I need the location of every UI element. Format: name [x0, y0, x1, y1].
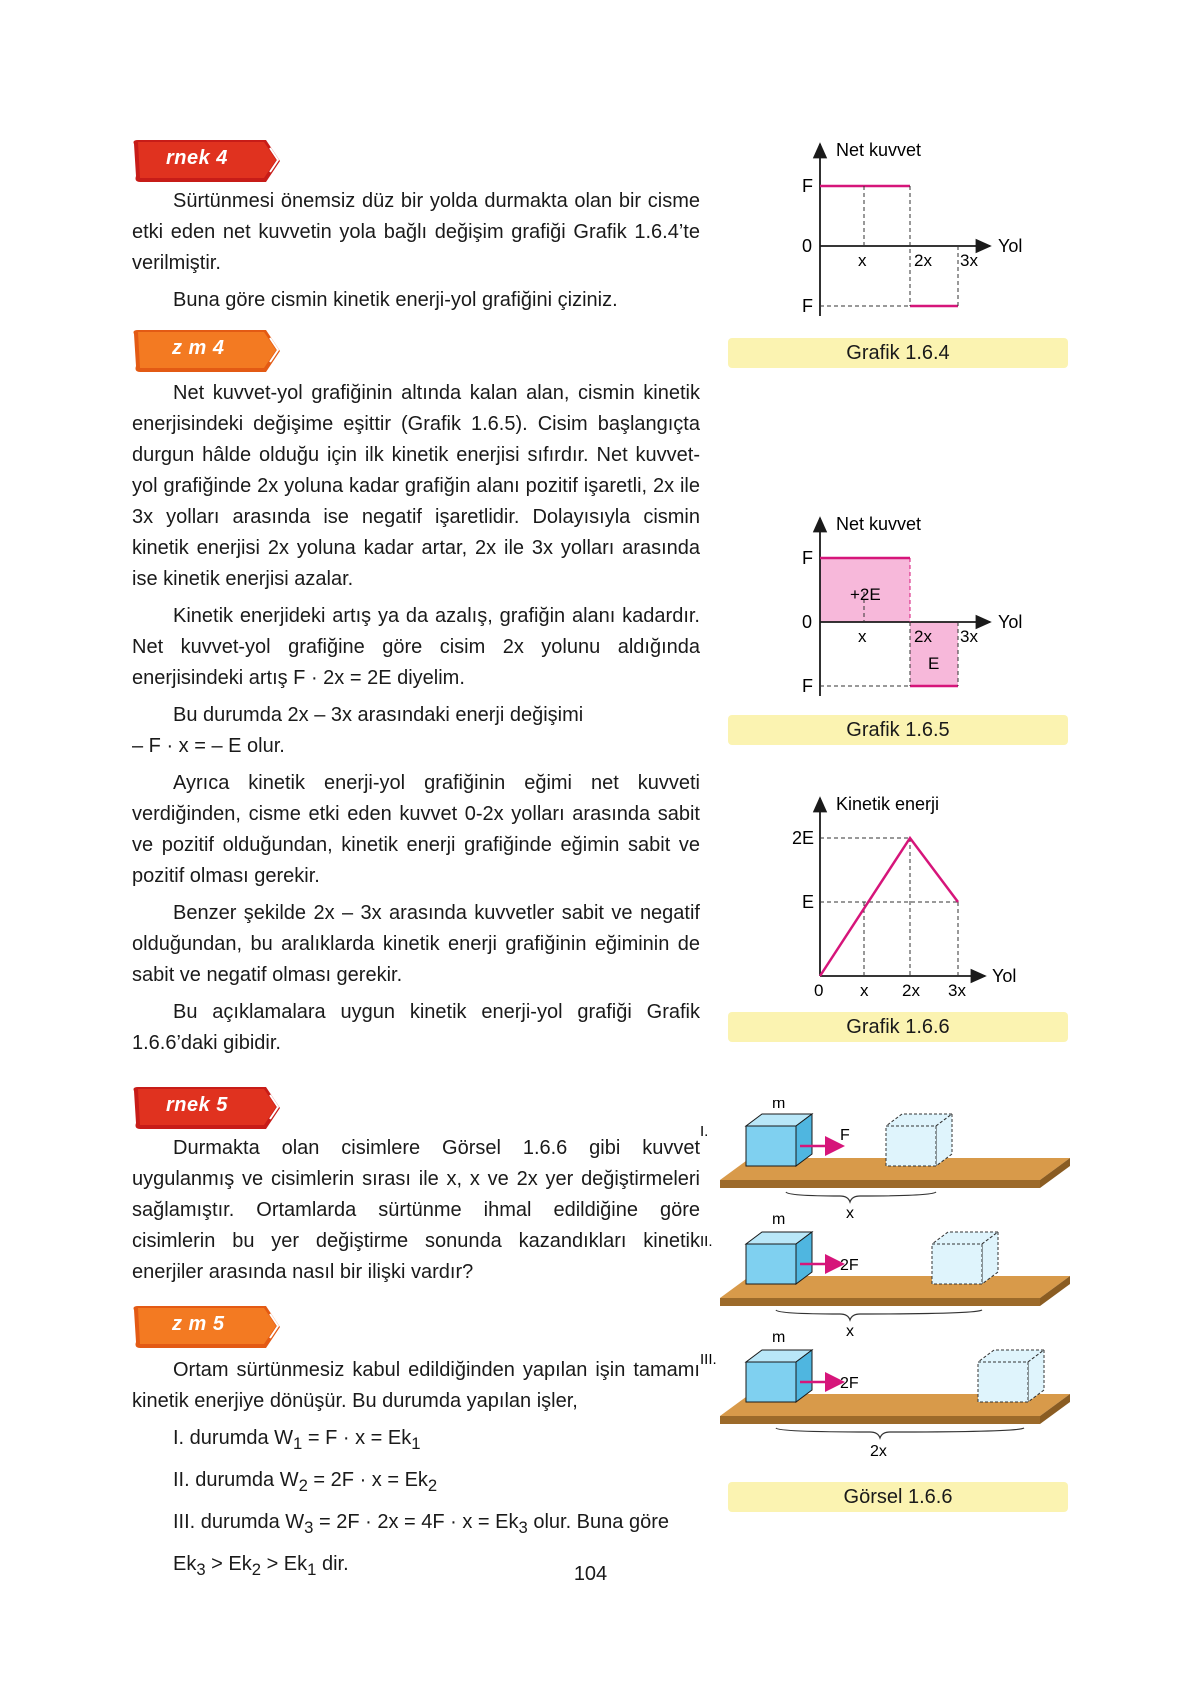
solution-4-paragraph-2: Kinetik enerjideki artış ya da azalış, grafiğin alanı kadardır. Net kuvvet-yol grafiğine göre cisim 2x yolunu aldığında enerjisindeki artış F · 2x = 2E diyelim. — [132, 605, 700, 689]
block — [746, 1244, 796, 1284]
solution-5-line-2: II. durumda $W_2 = 2F \cdot x = Ek_2$ — [173, 1469, 438, 1495]
case-3-force: 2F — [840, 1375, 859, 1392]
tick-x: x — [858, 251, 867, 270]
tick-F-top: F — [802, 548, 813, 568]
negative-area-label: E — [928, 654, 940, 673]
solution-4-paragraph-3b: – F · x = – E olur. — [132, 735, 285, 757]
tick-E: E — [802, 892, 815, 912]
tick-2x: 2x — [902, 981, 920, 1000]
case-1-roman: I. — [700, 1123, 709, 1140]
example-4-text — [132, 186, 700, 322]
tick-3x: 3x — [960, 627, 978, 646]
x-axis-label: Yol — [992, 966, 1017, 986]
figure-1-6-6 — [700, 1100, 1080, 1475]
tick-zero: 0 — [802, 612, 813, 632]
case-1-displacement: x — [846, 1205, 854, 1222]
tick-x: x — [860, 981, 869, 1000]
tick-3x: 3x — [948, 981, 966, 1000]
y-axis-label: Kinetik enerji — [836, 794, 940, 814]
tick-F-bottom: F — [802, 296, 813, 316]
positive-area-label: +2E — [850, 585, 881, 604]
tick-zero: 0 — [814, 981, 824, 1000]
solution-4-paragraph-1: Net kuvvet-yol grafiğinin altında kalan alan, cismin kinetik enerjisindeki değişime eşittir (Grafik 1.6.5). Cisim başlangıçta durgun hâlde olduğu için ilk kinetik enerjisi sıfırdır. Net kuvvet-yol grafiğinde 2x yoluna kadar grafiğin alanı pozitif işaretli, 2x ile 3x yolları arasında ise negatif işaretlidir. Dolayısıyla cismin kinetik enerjisi 2x yoluna kadar artar, 2x ile 3x yolları arasında ise kinetik enerjisi azalar. — [132, 382, 700, 590]
block — [746, 1126, 796, 1166]
graph-1-6-5 — [780, 512, 1080, 702]
solution-4-paragraph-5: Benzer şekilde 2x – 3x arasında kuvvetler sabit ve negatif olduğundan, bu aralıklarda kinetik enerji grafiğinin eğiminin de sabit ve negatif olması gerekir. — [132, 902, 700, 986]
solution-5-badge — [130, 1302, 290, 1352]
tick-2x: 2x — [914, 627, 932, 646]
solution-4-paragraph-6: Bu açıklamalara uygun kinetik enerji-yol grafiği Grafik 1.6.6’daki gibidir. — [132, 1001, 700, 1054]
solution-5-line-3: III. durumda $W_3 = 2F \cdot 2x = 4F \cdot x = Ek_3$ olur. Buna göre — [173, 1511, 669, 1537]
badge-label: z m 4 — [172, 337, 225, 359]
example-5-badge — [130, 1083, 290, 1133]
tick-zero: 0 — [802, 236, 813, 256]
tick-F-bottom: F — [802, 676, 813, 696]
example-4-paragraph: Sürtünmesi önemsiz düz bir yolda durmakta olan bir cisme etki eden net kuvvetin yola bağlı değişim grafiği Grafik 1.6.4’te verilmiştir. — [132, 190, 700, 274]
case-2-roman: II. — [700, 1233, 713, 1250]
badge-label: rnek 5 — [166, 1094, 228, 1116]
case-2 — [700, 1211, 1070, 1340]
example-4-badge — [130, 136, 290, 186]
kinetic-energy-line — [820, 838, 958, 976]
case-3-mass: m — [772, 1329, 786, 1346]
graph-1-6-4-caption: Grafik 1.6.4 — [728, 338, 1068, 368]
solution-4-paragraph-3a: Bu durumda 2x – 3x arasındaki enerji değişimi — [173, 704, 584, 726]
badge-label: rnek 4 — [166, 147, 228, 169]
page-number: 104 — [573, 1563, 608, 1585]
badge-label: z m 5 — [172, 1313, 225, 1335]
solution-5-line-4: $Ek_3 > Ek_2 > Ek_1$ dir. — [173, 1553, 349, 1579]
example-5-text — [132, 1133, 700, 1294]
solution-5-paragraph: Ortam sürtünmesiz kabul edildiğinden yapılan işin tamamı kinetik enerjiye dönüşür. Bu durumda yapılan işler, — [132, 1359, 700, 1412]
tick-2x: 2x — [914, 251, 932, 270]
example-4-question: Buna göre cismin kinetik enerji-yol grafiğini çiziniz. — [173, 289, 618, 311]
block — [746, 1362, 796, 1402]
case-3 — [700, 1329, 1070, 1460]
solution-4-paragraph-4: Ayrıca kinetik enerji-yol grafiğinin eğimi net kuvveti verdiğinden, cisme etki eden kuvvet 0-2x yolları arasında sabit ve pozitif olduğundan, kinetik enerji grafiğinde eğimin sabit ve pozitif olması gerekir. — [132, 772, 700, 887]
solution-4-text — [132, 378, 700, 1065]
y-axis-label: Net kuvvet — [836, 140, 922, 160]
solution-5-text — [132, 1355, 700, 1591]
case-2-force: 2F — [840, 1257, 859, 1274]
tick-3x: 3x — [960, 251, 978, 270]
case-1-mass: m — [772, 1100, 786, 1112]
case-2-mass: m — [772, 1211, 786, 1228]
solution-5-line-1: I. durumda $W_1 = F \cdot x = Ek_1$ — [173, 1427, 421, 1453]
graph-1-6-4 — [780, 136, 1080, 326]
case-3-displacement: 2x — [870, 1443, 887, 1460]
example-5-paragraph: Durmakta olan cisimlere Görsel 1.6.6 gibi kuvvet uygulanmış ve cisimlerin sırası ile x, x ve 2x yer değiştirmeleri sağlamıştır. Ortamlarda sürtünme ihmal edildiğine göre cisimlerin bu yer değiştirme sonunda kazandıkları kinetik enerjiler arasında nasıl bir ilişki vardır? — [132, 1137, 700, 1283]
case-2-displacement: x — [846, 1323, 854, 1340]
figure-1-6-6-caption: Görsel 1.6.6 — [728, 1482, 1068, 1512]
solution-4-badge — [130, 326, 290, 376]
tick-x: x — [858, 627, 867, 646]
case-1 — [700, 1100, 1070, 1222]
graph-1-6-5-caption: Grafik 1.6.5 — [728, 715, 1068, 745]
graph-1-6-6-caption: Grafik 1.6.6 — [728, 1012, 1068, 1042]
tick-F-top: F — [802, 176, 813, 196]
x-axis-label: Yol — [998, 612, 1023, 632]
graph-1-6-6 — [780, 790, 1080, 1000]
y-axis-label: Net kuvvet — [836, 514, 922, 534]
tick-2E: 2E — [792, 828, 815, 848]
case-1-force: F — [840, 1127, 850, 1144]
x-axis-label: Yol — [998, 236, 1023, 256]
case-3-roman: III. — [700, 1351, 717, 1368]
